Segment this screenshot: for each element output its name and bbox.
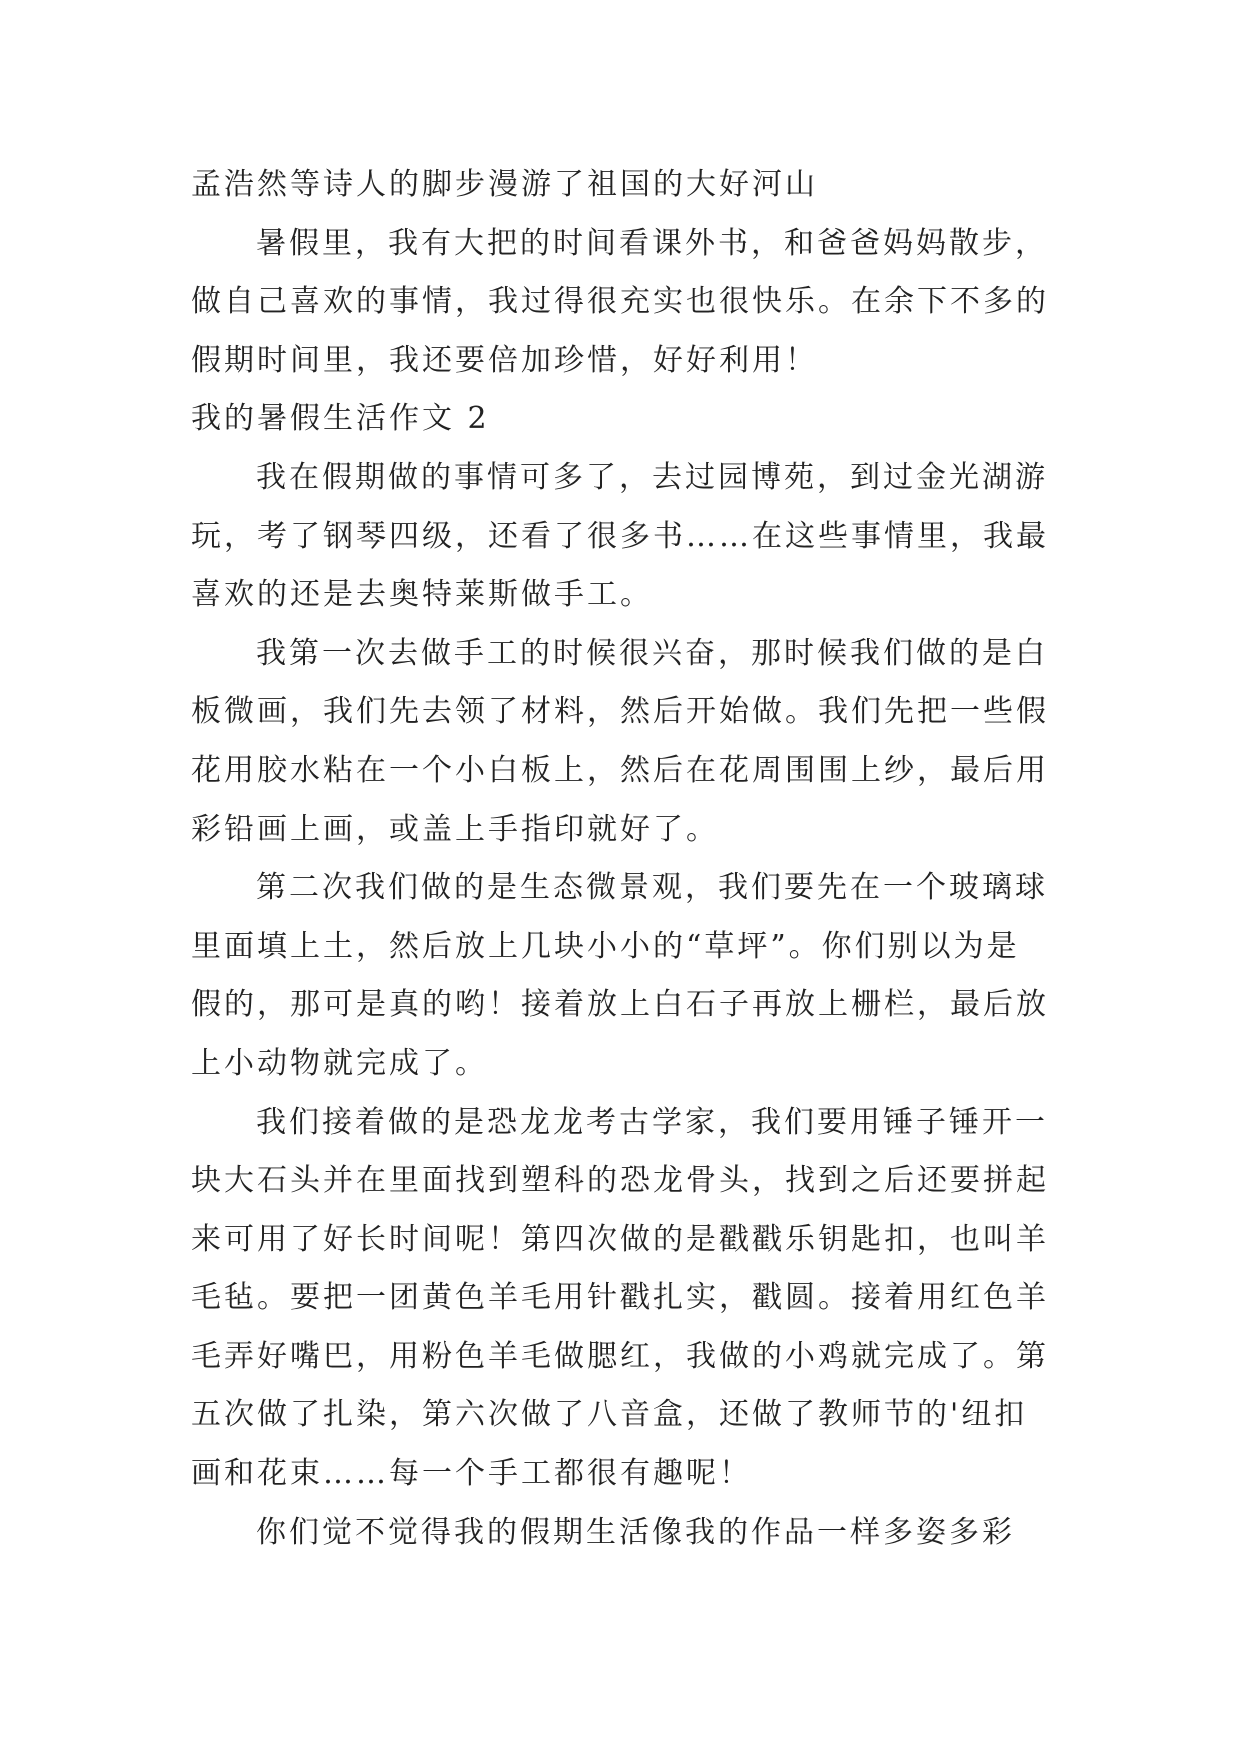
paragraph-first-line: 我们接着做的是恐龙龙考古学家，我们要用锤子锤开一 bbox=[256, 1104, 1048, 1140]
text-line: 上小动物就完成了。 bbox=[191, 1045, 488, 1081]
paragraph-first-line: 第二次我们做的是生态微景观，我们要先在一个玻璃球 bbox=[256, 870, 1048, 906]
paragraph-first-line: 你们觉不觉得我的假期生活像我的作品一样多姿多彩 bbox=[256, 1514, 1015, 1550]
paragraph-first-line: 暑假里，我有大把的时间看课外书，和爸爸妈妈散步， bbox=[256, 225, 1048, 261]
text-line: 玩，考了钢琴四级，还看了很多书……在这些事情里，我最 bbox=[191, 518, 1049, 554]
text-line: 假的，那可是真的哟！接着放上白石子再放上栅栏，最后放 bbox=[191, 987, 1049, 1023]
text-line: 彩铅画上画，或盖上手指印就好了。 bbox=[191, 811, 719, 847]
text-line: 块大石头并在里面找到塑科的恐龙骨头，找到之后还要拼起 bbox=[191, 1163, 1049, 1199]
text-line: 孟浩然等诗人的脚步漫游了祖国的大好河山 bbox=[191, 167, 818, 202]
text-line: 做自己喜欢的事情，我过得很充实也很快乐。在余下不多的 bbox=[191, 284, 1049, 320]
text-line: 板微画，我们先去领了材料，然后开始做。我们先把一些假 bbox=[191, 694, 1049, 730]
document-body bbox=[191, 156, 1057, 1562]
text-line: 假期时间里，我还要倍加珍惜，好好利用！ bbox=[191, 342, 818, 378]
text-line: 喜欢的还是去奥特莱斯做手工。 bbox=[191, 577, 653, 613]
text-line: 里面填上土，然后放上几块小小的“草坪”。你们别以为是 bbox=[191, 928, 1020, 964]
text-line: 毛毡。要把一团黄色羊毛用针戳扎实，戳圆。接着用红色羊 bbox=[191, 1280, 1049, 1316]
text-line: 五次做了扎染，第六次做了八音盒，还做了教师节的'纽扣 bbox=[191, 1397, 1028, 1433]
paragraph-first-line: 我在假期做的事情可多了，去过园博苑，到过金光湖游 bbox=[256, 459, 1048, 495]
text-line: 毛弄好嘴巴，用粉色羊毛做腮红，我做的小鸡就完成了。第 bbox=[191, 1338, 1049, 1374]
text-line: 来可用了好长时间呢！第四次做的是戳戳乐钥匙扣，也叫羊 bbox=[191, 1221, 1049, 1257]
text-line: 花用胶水粘在一个小白板上，然后在花周围围上纱，最后用 bbox=[191, 752, 1049, 788]
text-line: 画和花束……每一个手工都很有趣呢！ bbox=[191, 1456, 752, 1492]
section-heading: 我的暑假生活作文 2 bbox=[191, 401, 490, 437]
paragraph-first-line: 我第一次去做手工的时候很兴奋，那时候我们做的是白 bbox=[256, 635, 1048, 671]
